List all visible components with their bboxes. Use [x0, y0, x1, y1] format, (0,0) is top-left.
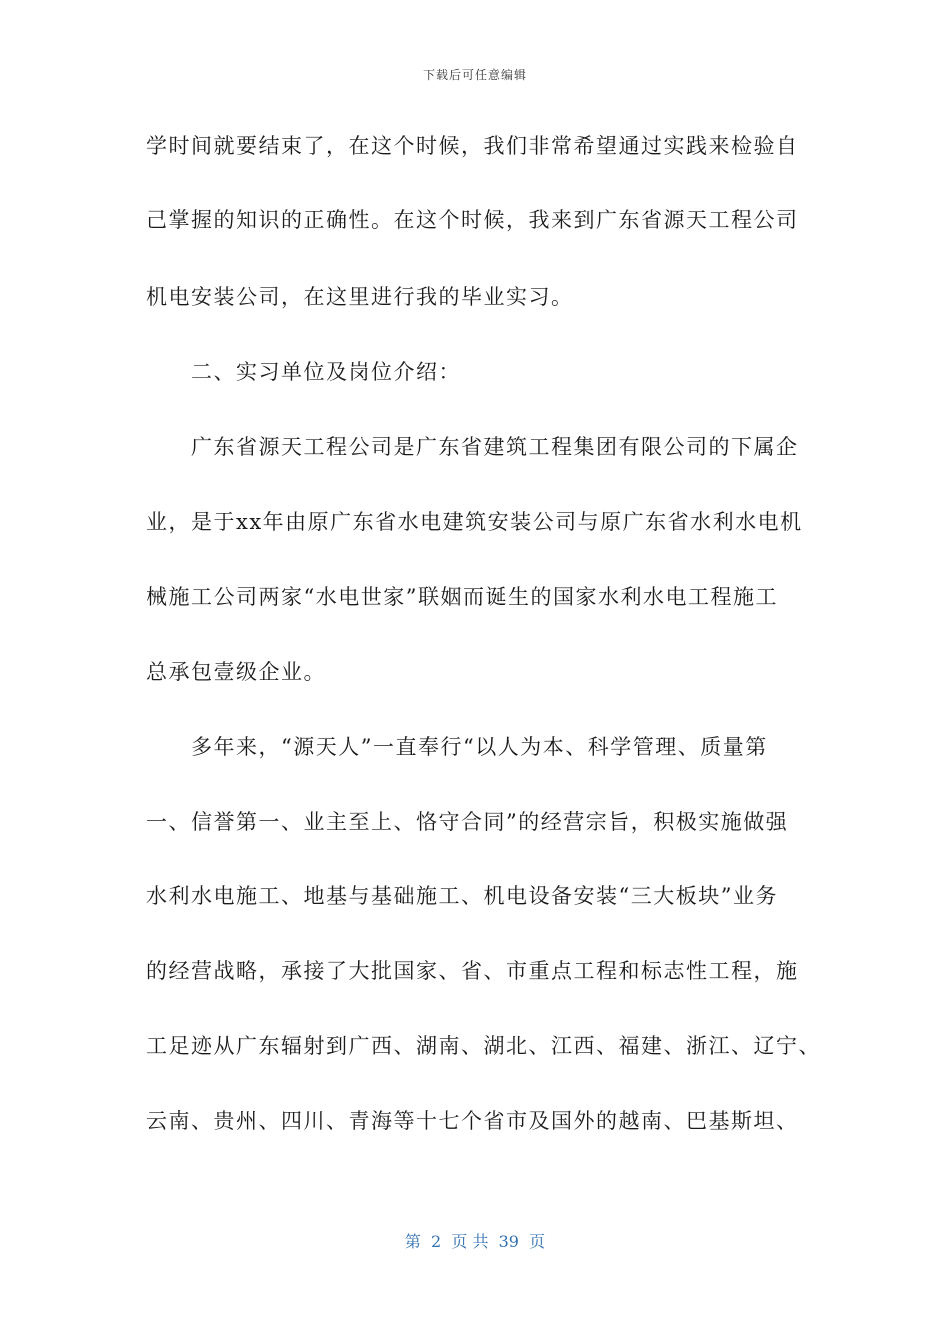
body-line-10: 一、信誉第一、业主至上、恪守合同”的经营宗旨，积极实施做强	[146, 810, 789, 834]
section-heading: 二、实习单位及岗位介绍：	[146, 360, 461, 384]
body-line-14: 云南、贵州、四川、青海等十七个省市及国外的越南、巴基斯坦、	[146, 1109, 799, 1133]
body-line-8: 总承包壹级企业。	[146, 660, 326, 684]
body-line-1: 学时间就要结束了，在这个时候，我们非常希望通过实践来检验自	[146, 134, 799, 158]
body-line-13: 工足迹从广东辐射到广西、湖南、湖北、江西、福建、浙江、辽宁、	[146, 1034, 821, 1058]
body-line-12: 的经营战略，承接了大批国家、省、市重点工程和标志性工程，施	[146, 959, 799, 983]
body-line-2: 己掌握的知识的正确性。在这个时候，我来到广东省源天工程公司	[146, 208, 799, 232]
page-header: 下载后可任意编辑	[422, 68, 527, 82]
body-line-5: 广东省源天工程公司是广东省建筑工程集团有限公司的下属企	[146, 435, 799, 459]
page-footer: 第 2 页 共 39 页	[404, 1232, 546, 1251]
body-line-11: 水利水电施工、地基与基础施工、机电设备安装“三大板块”业务	[146, 884, 778, 908]
body-line-6: 业，是于xx年由原广东省水电建筑安装公司与原广东省水利水电机	[146, 510, 803, 534]
body-line-9: 多年来，“源天人”一直奉行“以人为本、科学管理、质量第	[146, 735, 768, 759]
body-line-3: 机电安装公司，在这里进行我的毕业实习。	[146, 285, 574, 309]
body-line-7: 械施工公司两家“水电世家”联姻而诞生的国家水利水电工程施工	[146, 585, 778, 609]
